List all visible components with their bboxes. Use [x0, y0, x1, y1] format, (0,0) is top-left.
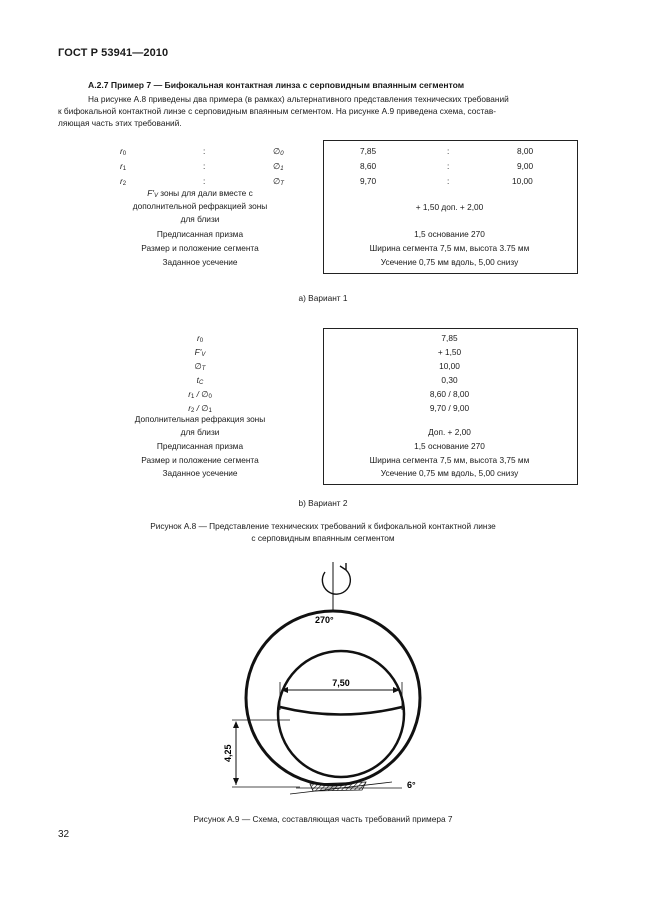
figure-a8-caption-line1: Рисунок А.8 — Представление технических требований к бифокальной контактной линзе	[150, 521, 496, 531]
v2-sym-diam-t: ∅T	[194, 361, 206, 372]
intro-line-1: На рисунке А.8 приведены два примера (в рамках) альтернативного представления технических требований	[88, 94, 509, 104]
v2-sym-r1-diam0: r1 / ∅0	[188, 389, 212, 400]
figure-a8-caption-line2: с серповидным впаянным сегментом	[251, 533, 395, 543]
v1-fv-label-line1: F'V зоны для дали вместе с	[147, 188, 253, 199]
v2-value-truncation: Усечение 0,75 мм вдоль, 5,00 снизу	[380, 468, 519, 478]
rotation-arrow-icon	[322, 562, 350, 612]
v1-value-segment: Ширина сегмента 7,5 мм, высота 3.75 мм	[369, 243, 530, 253]
v1-colon2-r0: :	[447, 146, 450, 156]
truncation-hatch	[310, 782, 366, 791]
v2-val-r0: 7,85	[441, 333, 458, 343]
width-label: 7,50	[332, 678, 350, 688]
v2-add-label-line1: Дополнительная рефракция зоны	[134, 414, 266, 424]
intro-line-2: к бифокальной контактной линзе с серповидным впаянным сегментом. На рисунке А.9 приведена схема, состав-	[58, 106, 497, 116]
v1-diam-r1: ∅1	[273, 161, 284, 172]
segment-top-line	[280, 707, 402, 715]
v2-value-segment: Ширина сегмента 7,5 мм, высота 3,75 мм	[369, 455, 530, 465]
v2-val-r1-diam0: 8,60 / 8,00	[429, 389, 470, 399]
v2-sym-r0: r0	[196, 333, 204, 344]
v1-colon2-r1: :	[447, 161, 450, 171]
v1-param-r0: r0	[120, 146, 127, 157]
v1-colon-r1: :	[203, 161, 206, 171]
v1-value-truncation: Усечение 0,75 мм вдоль, 5,00 снизу	[380, 257, 519, 267]
v2-val-tc: 0,30	[441, 375, 458, 385]
v2-label-prism: Предписанная призма	[156, 441, 244, 451]
v1-fv-value: + 1,50 доп. + 2,00	[415, 202, 484, 212]
v2-label-truncation: Заданное усечение	[162, 468, 238, 478]
v2-val-fv: + 1,50	[437, 347, 462, 357]
v1-param-r2: r2	[120, 176, 127, 187]
section-title: А.2.7 Пример 7 — Бифокальная контактная линза с серповидным впаянным сегментом	[88, 80, 465, 90]
v1-diam-r0: ∅0	[273, 146, 284, 157]
v1-colon-r2: :	[203, 176, 206, 186]
v1-val2-r1: 9,00	[517, 161, 534, 171]
figure-a9-caption: Рисунок А.9 — Схема, составляющая часть требований примера 7	[193, 814, 453, 824]
height-label: 4,25	[223, 744, 233, 762]
v1-val2-r2: 10,00	[512, 176, 533, 186]
v2-sym-tc: tC	[196, 375, 204, 386]
v2-add-value: Доп. + 2,00	[428, 427, 471, 437]
v1-param-r1: r1	[120, 161, 127, 172]
v1-fv-label-line3: для близи	[180, 214, 220, 224]
v2-sym-r2-diam1: r2 / ∅1	[188, 403, 212, 414]
v1-colon2-r2: :	[447, 176, 450, 186]
v2-caption: b) Вариант 2	[298, 498, 348, 508]
v1-label-segment: Размер и положение сегмента	[141, 243, 259, 253]
v2-val-r2-diam1: 9,70 / 9,00	[429, 403, 470, 413]
angle-label-270: 270°	[315, 615, 334, 625]
document-header: ГОСТ Р 53941—2010	[58, 47, 169, 59]
v2-val-diam-t: 10,00	[439, 361, 460, 371]
v1-val-r2: 9,70	[360, 176, 377, 186]
v1-label-prism: Предписанная призма	[156, 229, 244, 239]
intro-line-3: ляющая часть этих требований.	[58, 118, 182, 128]
v2-value-prism: 1,5 основание 270	[414, 441, 485, 451]
v1-label-truncation: Заданное усечение	[162, 257, 238, 267]
v1-value-prism: 1,5 основание 270	[414, 229, 485, 239]
v2-sym-fv: F'V	[194, 347, 206, 358]
outer-lens-circle	[246, 611, 420, 785]
v1-val-r0: 7,85	[360, 146, 377, 156]
lens-diagram	[0, 550, 646, 810]
page-number: 32	[58, 829, 70, 840]
v1-caption: а) Вариант 1	[298, 293, 348, 303]
v2-add-label-line2: для близи	[180, 427, 220, 437]
v1-fv-label-line2: дополнительной рефракцией зоны	[132, 201, 268, 211]
v1-diam-r2: ∅T	[273, 176, 284, 187]
v1-val-r1: 8,60	[360, 161, 377, 171]
v2-label-segment: Размер и положение сегмента	[141, 455, 259, 465]
v1-colon-r0: :	[203, 146, 206, 156]
angle-label-6: 6°	[407, 780, 416, 790]
v1-val2-r0: 8,00	[517, 146, 534, 156]
